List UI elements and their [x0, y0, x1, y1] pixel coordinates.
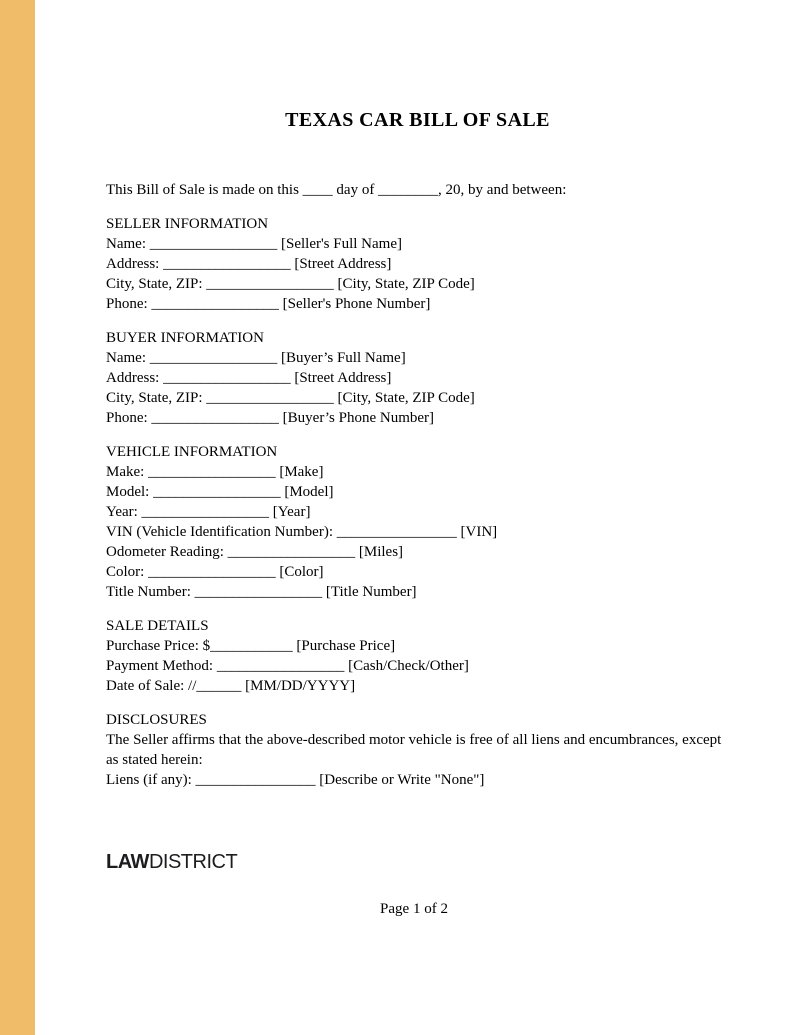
- vehicle-title-number-line: Title Number: _________________ [Title Number]: [106, 584, 417, 600]
- vehicle-color-line: Color: _________________ [Color]: [106, 564, 324, 580]
- seller-phone-line: Phone: _________________ [Seller's Phone Number]: [106, 296, 431, 312]
- section-heading-sale-details: SALE DETAILS: [106, 618, 209, 634]
- seller-address-line: Address: _________________ [Street Address]: [106, 256, 392, 272]
- seller-information-section: [106, 214, 722, 314]
- payment-method-line: Payment Method: _________________ [Cash/Check/Other]: [106, 658, 469, 674]
- vehicle-model-line: Model: _________________ [Model]: [106, 484, 334, 500]
- vehicle-vin-line: VIN (Vehicle Identification Number): ________________ [VIN]: [106, 524, 498, 540]
- vehicle-year-line: Year: _________________ [Year]: [106, 504, 311, 520]
- seller-city-state-zip-line: City, State, ZIP: _________________ [City, State, ZIP Code]: [106, 276, 475, 292]
- buyer-city-state-zip-line: City, State, ZIP: _________________ [City, State, ZIP Code]: [106, 390, 475, 406]
- sale-details-section: [106, 616, 722, 696]
- buyer-information-section: [106, 328, 722, 428]
- logo-law-text: LAW: [106, 851, 149, 873]
- buyer-address-line: Address: _________________ [Street Address]: [106, 370, 392, 386]
- document-body: [106, 180, 726, 919]
- section-heading-seller: SELLER INFORMATION: [106, 216, 269, 232]
- buyer-phone-line: Phone: _________________ [Buyer’s Phone Number]: [106, 410, 435, 426]
- vehicle-odometer-line: Odometer Reading: _________________ [Miles]: [106, 544, 404, 560]
- intro-line: This Bill of Sale is made on this ____ day of ________, 20, by and between:: [106, 182, 567, 198]
- vehicle-information-section: [106, 442, 722, 602]
- page-indicator: Page 1 of 2: [380, 901, 448, 917]
- section-heading-vehicle: VEHICLE INFORMATION: [106, 444, 278, 460]
- lawdistrict-logo: [106, 852, 722, 872]
- vehicle-make-line: Make: _________________ [Make]: [106, 464, 324, 480]
- page-edge-accent-strip: [0, 0, 35, 1035]
- date-of-sale-line: Date of Sale: //______ [MM/DD/YYYY]: [106, 678, 356, 694]
- buyer-name-line: Name: _________________ [Buyer’s Full Name]: [106, 350, 406, 366]
- logo-district-text: DISTRICT: [148, 851, 238, 873]
- document-title: TEXAS CAR BILL OF SALE: [285, 109, 550, 131]
- disclosures-paragraph: The Seller affirms that the above-described motor vehicle is free of all liens and encumbrances, except as stated herein:: [106, 732, 726, 768]
- disclosures-section: [106, 710, 726, 790]
- bill-of-sale-page: [35, 0, 800, 1035]
- section-heading-disclosures: DISCLOSURES: [106, 712, 207, 728]
- seller-name-line: Name: _________________ [Seller's Full Name]: [106, 236, 402, 252]
- section-heading-buyer: BUYER INFORMATION: [106, 330, 264, 346]
- purchase-price-line: Purchase Price: $___________ [Purchase Price]: [106, 638, 396, 654]
- liens-line: Liens (if any): ________________ [Describe or Write "None"]: [106, 772, 485, 788]
